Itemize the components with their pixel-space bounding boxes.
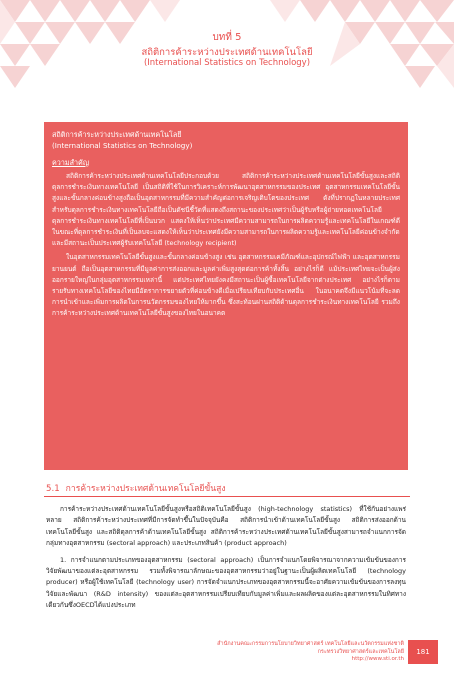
footer-url: http://www.sti.or.th: [351, 656, 404, 662]
section-divider: [44, 496, 410, 497]
body-paragraph: การค้าระหว่างประเทศด้านเทคโนโลยีขั้นสูงหรือสถิติเทคโนโลยีขั้นสูง (high-technology statistics) ที่ใช้กันอย่างแพร่หลาย สถิติการค้าระหว่างประเทศที่มีการจัดทำขึ้นในปัจจุบันคือ สถิติการนำเข้าด้านเทคโนโลยีขั้นสูง สถิติการส่งออกด้านเทคโนโลยีขั้นสูง และสถิติดุลการค้าด้านเทคโนโลยีขั้นสูง สถิติการค้าระหว่างประเทศด้านเทคโนโลยีขั้นสูงสามารถจำแนกการจัดกลุ่มทางอุตสาหกรรม (sectoral approach) และประเภทสินค้า (product approach): [46, 505, 406, 548]
box-heading-en: (International Statistics on Technology): [52, 141, 193, 150]
section-title: การค้าระหว่างประเทศด้านเทคโนโลยีขั้นสูง: [65, 484, 226, 494]
box-heading: สถิติการค้าระหว่างประเทศด้านเทคโนโลยี: [52, 130, 182, 139]
footer-publisher: [210, 641, 404, 664]
page-number: 181: [408, 640, 438, 664]
footer-line: สำนักงานคณะกรรมการนโยบายวิทยาศาสตร์ เทคโนโลยีและนวัตกรรมแห่งชาติ: [217, 641, 404, 647]
body-paragraph: 1. การจำแนกตามประเภทของอุตสาหกรรม (sectoral approach) เป็นการจำแนกโดยพิจารณาจากความเข้มข้นของการวิจัยพัฒนาของแต่ละอุตสาหกรรม รวมทั้งพิจารณาลักษณะของอุตสาหกรรมว่าอยู่ในฐานะเป็นผู้ผลิตเทคโนโลยี (technology producer) หรือผู้ใช้เทคโนโลยี (technology user) การจัดจำแนกประเภทของอุตสาหกรรมนี้จะอาศัยความเข้มข้นของการลงทุนวิจัยและพัฒนา (R&D intensity) ของแต่ละอุตสาหกรรมเปรียบเทียบกับมูลค่าเพิ่มและผลผลิตของแต่ละอุตสาหกรรมในทิศทางเดียวกันซึ่งOECDได้แบ่งประเภท: [46, 555, 406, 610]
chapter-subtitle: (International Statistics on Technology): [143, 58, 311, 68]
chapter-title: สถิติการค้าระหว่างประเทศด้านเทคโนโลยี: [141, 47, 313, 58]
box-paragraph: สถิติการค้าระหว่างประเทศด้านเทคโนโลยีประกอบด้วย สถิติการค้าระหว่างประเทศด้านเทคโนโลยีขั้นสูงและสถิติดุลการชำระเงินทางเทคโนโลยี เป็นสถิติที่ใช้ในการวิเคราะห์การพัฒนาอุตสาหกรรมของประเทศ อุตสาหกรรมเทคโนโลยีขั้นสูงและขั้นกลางค่อนข้างสูงถือเป็นอุตสาหกรรมที่มีความสำคัญต่อการเจริญเติบโตของประเทศ ดังที่ปรากฏในหลายประเทศ สำหรับดุลการชำระเงินทางเทคโนโลยีถือเป็นดัชนีชี้วัดที่แสดงถึงสถานะของประเทศว่าเป็นผู้รับหรือผู้ถ่ายทอดเทคโนโลยี ดุลการชำระเงินทางเทคโนโลยีที่เป็นบวก แสดงให้เห็นว่าประเทศมีความสามารถในการผลิตความรู้และเทคโนโลยีในเกณฑ์ดี ในขณะที่ดุลการชำระเงินที่เป็นลบจะแสดงให้เห็นว่าประเทศยังมีความสามารถในการผลิตความรู้และเทคโนโลยีค่อนข้างจำกัด และมีสถานะเป็นประเทศผู้รับเทคโนโลยี (technology recipient): [52, 172, 400, 248]
definition-label: ความสำคัญ: [52, 158, 89, 167]
section-body: [46, 504, 406, 617]
summary-box: [44, 122, 408, 470]
box-paragraph: ในอุตสาหกรรมเทคโนโลยีขั้นสูงและขั้นกลางค่อนข้างสูง เช่น อุตสาหกรรมเคมีภัณฑ์และอุปกรณ์ไฟฟ้า และอุตสาหกรรมยานยนต์ ถือเป็นอุตสาหกรรมที่มีมูลค่าการส่งออกและมูลค่าเพิ่มสูงสุดต่อการค้าทั้งสิ้น อย่างไรก็ดี แม้ประเทศไทยจะเป็นผู้ส่งออกรายใหญ่ในกลุ่มอุตสาหกรรมเหล่านี้ แต่ประเทศไทยยังคงมีสถานะเป็นผู้ซื้อเทคโนโลยีจากต่างประเทศ อย่างไรก็ตาม รายรับทางเทคโนโลยีของไทยมีอัตราการขยายตัวที่ค่อนข้างดีเมื่อเปรียบเทียบกับประเทศอื่น ในอนาคตจึงมีแนวโน้มที่จะลดการนำเข้าและเพิ่มการผลิตในการนวัตกรรมของไทยให้มากขึ้น ซึ่งสะท้อนผ่านสถิติด้านดุลการชำระเงินทางเทคโนโลยี รวมถึงการค้าระหว่างประเทศด้านเทคโนโลยีขั้นสูงของไทยในอนาคต: [52, 253, 400, 318]
section-heading: [46, 481, 226, 495]
chapter-label: บทที่ 5: [212, 32, 242, 43]
footer-line: กระทรวงวิทยาศาสตร์และเทคโนโลยี: [317, 648, 404, 655]
section-number: 5.1: [46, 484, 60, 494]
